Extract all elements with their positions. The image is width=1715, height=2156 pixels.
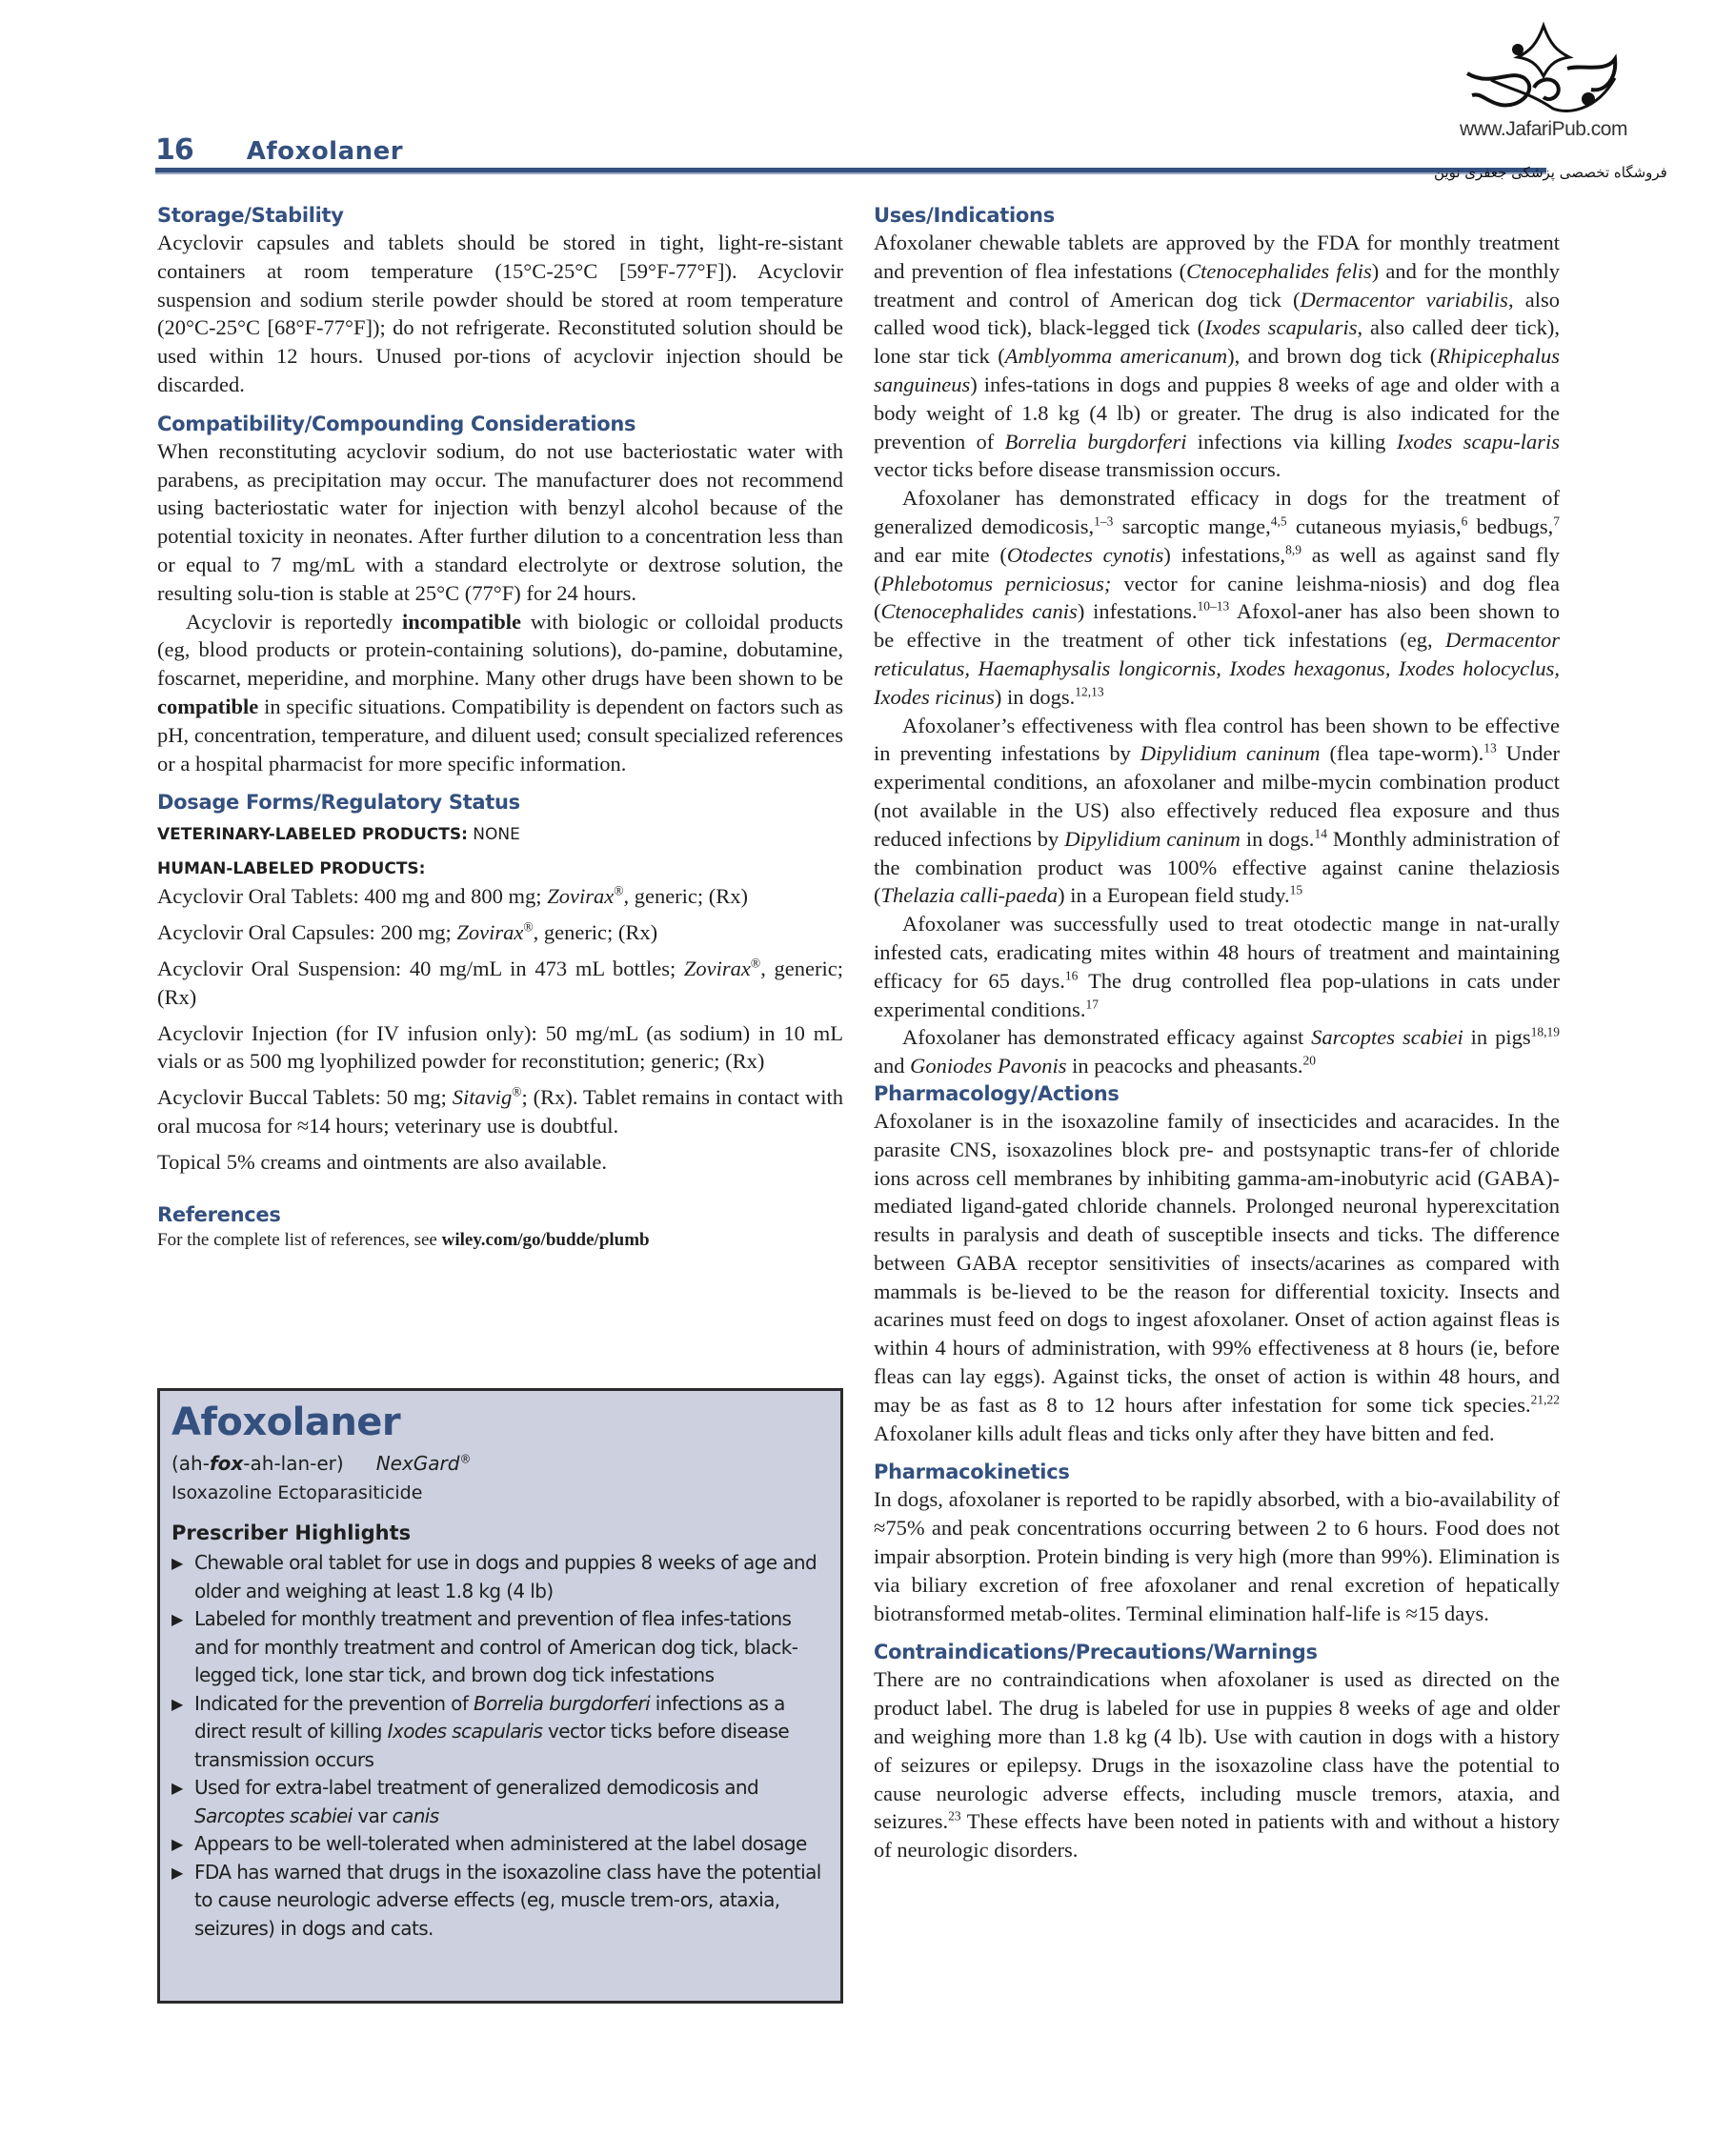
text-run: Monthly administration of the combination product was 100% effective against canine thelaziosis ( [874,826,1560,908]
drug-title: Afoxolaner [172,1400,401,1444]
citation-superscript: 20 [1302,1053,1317,1068]
text-run: Under experimental conditions, an afoxolaner and milbe-mycin combination product (not available in the US) also effectively reduced flea exposure and thus reduced infections by [874,741,1560,851]
italic-term: Dermacentor variabilis [1300,287,1508,312]
paragraph [874,484,1560,711]
italic-term: Ctenocephalides canis [880,599,1078,624]
citation-superscript: 16 [1064,968,1079,983]
section-heading: Dosage Forms/Regulatory Status [157,791,520,815]
highlights-heading: Prescriber Highlights [172,1521,412,1544]
section-heading: Storage/Stability [157,204,344,227]
text-run: ) infestations. [1077,599,1198,624]
brand-text: NexGard [375,1452,460,1475]
text-run: ) infes-tations in dogs and puppies 8 weeks of age and older with a body weight of 1.8 kg (4 lb) or greater. The drug is also indicated for the prevention of [874,372,1560,453]
paragraph [874,1107,1560,1448]
text-run: Acyclovir Oral Tablets: 400 mg and 800 mg; [157,884,548,909]
references-link[interactable]: wiley.com/go/budde/plumb [441,1229,650,1250]
text-run: Indicated for the prevention of [194,1691,474,1715]
value: NONE [467,825,520,845]
section-uses-indications [874,202,1560,1080]
products-list [157,882,843,1176]
italic-term: Ixodes scapularis [1204,315,1358,340]
text-run: Labeled for monthly treatment and prevention of flea infes-tations and for monthly treatment and control of American dog tick, black-legged tick, lone star tick, and brown dog tick infestations [194,1607,798,1686]
text-run: ), and brown dog tick ( [1227,344,1438,369]
publisher-tagline: فروشگاه تخصصی پزشکی جعفری نوین [1434,164,1667,181]
text-run: FDA has warned that drugs in the isoxazoline class have the potential to cause neurologic adverse effects (eg, muscle trem-ors, ataxia, seizures) in dogs and cats. [194,1860,821,1940]
italic-term: Dipylidium caninum [1140,741,1321,766]
section-dosage-forms [157,789,843,1176]
paragraph [874,910,1560,1023]
text-run: and [874,1054,911,1078]
references-line [157,1228,843,1253]
text-run: ) in dogs. [994,684,1076,709]
text-run: The drug controlled flea pop-ulations in cats under experimental conditions. [874,968,1561,1021]
publisher-url: www.JafariPub.com [1460,118,1627,140]
stressed-syllable: fox [209,1452,244,1475]
highlight-item [172,1549,825,1605]
page-number: 16 [155,133,193,167]
uses-paragraphs [874,229,1560,1080]
registered-mark: ® [750,956,761,971]
label: VETERINARY-LABELED PRODUCTS: [157,825,468,845]
section-pharmacology [874,1080,1560,1448]
text-run: (flea tape-worm). [1320,741,1484,766]
text-run: ) and for the monthly treatment and control of American dog tick ( [874,258,1560,312]
text-run: Appears to be well-tolerated when administered at the label dosage [194,1832,807,1855]
text-run: Acyclovir Oral Capsules: 200 mg; [157,920,457,945]
paragraph: In dogs, afoxolaner is reported to be rapidly absorbed, with a bio-availability of ≈75% and peak concentrations occurring between 2 to 6 hours. Food does not impair absorption. Protein binding is very high (more than 99%). Elimination is via biliary excretion of free afoxolaner and renal excretion of hepatically biotransformed metab-olites. Terminal elimination half-life is ≈15 days. [874,1487,1560,1625]
italic-term: Ctenocephalides felis [1186,258,1372,283]
italic-term: Sarcoptes scabiei [194,1803,353,1827]
brand-name: Sitavig [452,1085,513,1110]
running-header [155,133,403,167]
text-run: as well as against sand fly ( [874,542,1560,595]
citation-superscript: 6 [1461,514,1468,529]
text-run: vector ticks before disease transmission occurs. [874,457,1281,482]
text-run: ) in a European field study. [1058,883,1290,908]
running-title: Afoxolaner [246,137,404,166]
text-run: bedbugs, [1467,514,1554,538]
triangle-bullet-icon: ▶ [172,1863,183,1882]
product-entry [157,1148,843,1177]
text-run: Afoxolaner kills adult fleas and ticks only after they have bitten and fed. [874,1421,1495,1445]
text-run: Afoxolaner’s effectiveness with flea control has been shown to be effective in preventing infestations by [874,713,1560,766]
text-run: vector for canine leishma-niosis) and dog flea ( [874,571,1560,624]
text-run: (ah- [172,1452,210,1475]
text-run: infections as a direct result of killing [194,1691,785,1743]
text-run: in pigs [1463,1025,1531,1050]
text-run: These effects have been noted in patients with and without a history of neurologic disorders. [874,1809,1560,1863]
citation-superscript: 18,19 [1530,1024,1560,1039]
italic-term: Ixodes scapu-laris [1396,429,1561,453]
italic-term: Phlebotomus perniciosus; [880,571,1112,595]
citation-superscript: 12,13 [1075,684,1104,699]
section-contraindications [874,1639,1560,1864]
citation-superscript: 15 [1289,882,1303,897]
italic-term: Rhipicephalus sanguineus [874,344,1560,396]
brand-name [376,1452,472,1475]
text-run: , also called deer tick), lone star tick ( [874,315,1560,369]
product-entry [157,1083,843,1140]
registered-mark: ® [459,1452,472,1466]
citation-superscript: 10–13 [1197,598,1230,614]
citation-superscript: 7 [1553,514,1560,529]
text-run: , also called wood tick), black-legged tick ( [874,287,1560,340]
product-entry [157,882,843,911]
citation-superscript: 23 [948,1808,961,1824]
citation-superscript: 4,5 [1270,514,1287,529]
section-heading: Pharmacology/Actions [874,1081,1120,1105]
italic-term: canis [392,1803,439,1827]
text-run: There are no contraindications when afoxolaner is used as directed on the product label. The drug is labeled for use in puppies 8 weeks of age and older and weighing more than 1.8 kg (4 lb). Use with caution in dogs with a history of seizures or epilepsy. Drugs in the isoxazoline class have the potential to cause neurologic adverse effects, including muscle tremors, ataxia, and seizures. [874,1667,1560,1834]
triangle-bullet-icon: ▶ [172,1694,183,1713]
citation-superscript: 21,22 [1530,1392,1560,1407]
section-heading: References [157,1202,281,1226]
italic-term: Borrelia burgdorferi [474,1691,651,1715]
section-heading: Compatibility/Compounding Considerations [157,412,636,435]
highlight-item [172,1859,825,1944]
triangle-bullet-icon: ▶ [172,1554,183,1572]
text-run: var [352,1803,393,1827]
highlight-item [172,1690,825,1775]
paragraph [874,712,1560,911]
text-run: and ear mite ( [874,542,1007,567]
text-run: cutaneous myiasis, [1286,514,1462,538]
bold-term: incompatible [402,609,522,634]
text-run: Topical 5% creams and ointments are also available. [157,1149,607,1174]
paragraph [157,608,843,778]
triangle-bullet-icon: ▶ [172,1779,183,1797]
text-run: in peacocks and pheasants. [1066,1054,1303,1078]
text-run: Afoxolaner has demonstrated efficacy in dogs for the treatment of generalized demodicosis, [874,486,1560,538]
text-run: Used for extra-label treatment of generalized demodicosis and [194,1776,759,1799]
registered-mark: ® [523,919,534,935]
text-run: vector ticks before disease transmission occurs [194,1720,790,1771]
highlight-item [172,1774,825,1830]
text-run: Afoxolaner is in the isoxazoline family of insecticides and acaracides. In the parasite CNS, isoxazolines block pre- and postsynaptic trans-fer of chloride ions across cell membranes by inhibiting gamma-am-inobutyric acid (GABA)-mediated ligand-gated chloride channels. Prolonged neuronal hyperexcitation results in paralysis and death of susceptible insects and ticks. The difference between GABA receptor sensitivities of insects/acarines as compared with mammals is be-lieved to be the reason for differential toxicity. Insects and acarines must feed on dogs to ingest afoxolaner. Onset of action against fleas is within 4 hours of administration, with 99% effectiveness at 8 hours (ie, before fleas can lay eggs). Against ticks, the onset of action is within 48 hours, and may be as fast as 8 to 12 hours after infestation for some tick species. [874,1108,1560,1417]
vet-labeled-products [157,821,843,848]
bold-term: compatible [157,694,259,718]
paragraph: Acyclovir capsules and tablets should be stored in tight, light-re-sistant containers at room temperature (15°C-25°C [59°F-77°F]). Acyclovir suspension and sodium sterile powder should be stored at room temperature (20°C-25°C [68°F-77°F]); do not refrigerate. Reconstituted solution should be used within 12 hours. Unused por-tions of acyclovir injection should be discarded. [157,231,843,396]
text-run: Acyclovir Oral Suspension: 40 mg/mL in 473 mL bottles; [157,956,684,980]
citation-superscript: 17 [1085,997,1099,1012]
italic-term: Dermacentor reticulatus, Haemaphysalis longicornis, Ixodes hexagonus, Ixodes holocyclus, Ixodes ricinus [874,628,1560,709]
text-run: ; (Rx). Tablet remains in contact with oral mucosa for ≈14 hours; veterinary use is doubtful. [157,1085,843,1138]
citation-superscript: 8,9 [1285,542,1301,557]
italic-term: Otodectes cynotis [1006,542,1164,567]
paragraph [874,1023,1560,1080]
italic-term: Dipylidium caninum [1064,826,1241,851]
highlight-item [172,1830,825,1859]
section-storage-stability [157,202,843,399]
text-run: Afoxolaner was successfully used to treat otodectic mange in nat-urally infested cats, eradicating mites within 48 hours of treatment and maintaining efficacy for 65 days. [874,912,1560,993]
text-run: , generic; (Rx) [623,884,749,909]
publisher-logo [1429,21,1658,141]
text-run: For the complete list of references, see [157,1229,442,1250]
registered-mark: ® [512,1084,522,1099]
text-run: infections via killing [1186,429,1397,453]
text-run: Acyclovir is reportedly [186,609,403,634]
paragraph [874,1665,1560,1864]
italic-term: Ixodes scapularis [387,1720,543,1743]
section-pharmacokinetics [874,1459,1560,1627]
text-run: Afoxol-aner has also been shown to be effective in the treatment of other tick infestations (eg, [874,599,1560,653]
pronunciation-line [172,1448,825,1479]
text-run: Chewable oral tablet for use in dogs and puppies 8 weeks of age and older and weighing at least 1.8 kg (4 lb) [194,1551,817,1602]
product-entry [157,955,843,1012]
text-run: -ah-lan-er) [243,1452,344,1475]
brand-name: Zovirax [456,920,524,945]
drug-class: Isoxazoline Ectoparasiticide [172,1482,423,1503]
text-run: , generic; (Rx) [157,956,843,1009]
text-run: , generic; (Rx) [533,920,658,945]
text-run: Afoxolaner has demonstrated efficacy against [902,1025,1312,1050]
brand-name: Zovirax [683,956,751,980]
highlights-list [172,1549,825,1943]
text-run: with biologic or colloidal products (eg, blood products or protein-containing solutions), do-pamine, dobutamine, foscarnet, meperidine, and morphine. Many other drugs have been shown to be [157,609,844,691]
section-heading: Uses/Indications [874,204,1055,227]
human-labeled-products-label: HUMAN-LABELED PRODUCTS: [157,859,426,879]
brand-name: Zovirax [547,884,615,909]
triangle-bullet-icon: ▶ [172,1610,183,1628]
italic-term: Goniodes Pavonis [910,1054,1067,1078]
section-heading: Contraindications/Precautions/Warnings [874,1641,1318,1664]
section-compatibility [157,411,843,778]
text-run: Afoxolaner chewable tablets are approved by the FDA for monthly treatment and prevention of flea infestations ( [874,231,1560,283]
citation-superscript: 14 [1314,826,1327,841]
triangle-bullet-icon: ▶ [172,1835,183,1853]
left-column [157,202,843,1253]
registered-mark: ® [614,883,624,898]
citation-superscript: 1–3 [1094,514,1114,529]
text-run: sarcoptic mange, [1113,514,1271,538]
paragraph: When reconstituting acyclovir sodium, do not use bacteriostatic water with parabens, as precipitation may occur. The manufacturer does not recommend using bacteriostatic water for injection with benzyl alcohol because of the potential toxicity in neonates. After further dilution to a concentration less than or equal to 7 mg/mL with a standard electrolyte or dextrose solution, the resulting solu-tion is stable at 25°C (77°F) for 24 hours. [157,438,843,605]
text-run: Acyclovir Injection (for IV infusion only): 50 mg/mL (as sodium) in 10 mL vials or as 500 mg lyophilized powder for reconstitution; generic; (Rx) [157,1020,843,1074]
italic-term: Thelazia calli-paeda [880,883,1059,908]
text-run: ) infestations, [1163,542,1286,567]
italic-term: Amblyomma americanum [1004,344,1228,369]
product-entry [157,918,843,947]
text-run: Acyclovir Buccal Tablets: 50 mg; [157,1085,453,1110]
section-heading: Pharmacokinetics [874,1461,1070,1484]
monograph-header-box [157,1388,843,2004]
highlight-item [172,1605,825,1690]
calligraphy-logo-icon [1463,21,1624,116]
right-column [874,202,1560,1864]
italic-term: Sarcoptes scabiei [1311,1025,1463,1050]
section-references [157,1201,843,1253]
paragraph [874,229,1560,484]
product-entry [157,1019,843,1077]
header-rule [155,168,1546,174]
citation-superscript: 13 [1483,740,1497,756]
italic-term: Borrelia burgdorferi [1004,429,1187,453]
text-run: in dogs. [1240,826,1315,851]
text-run: in specific situations. Compatibility is dependent on factors such as pH, concentration, temperature, and diluent used; consult specialized references or a hospital pharmacist for more specific information. [157,694,843,776]
